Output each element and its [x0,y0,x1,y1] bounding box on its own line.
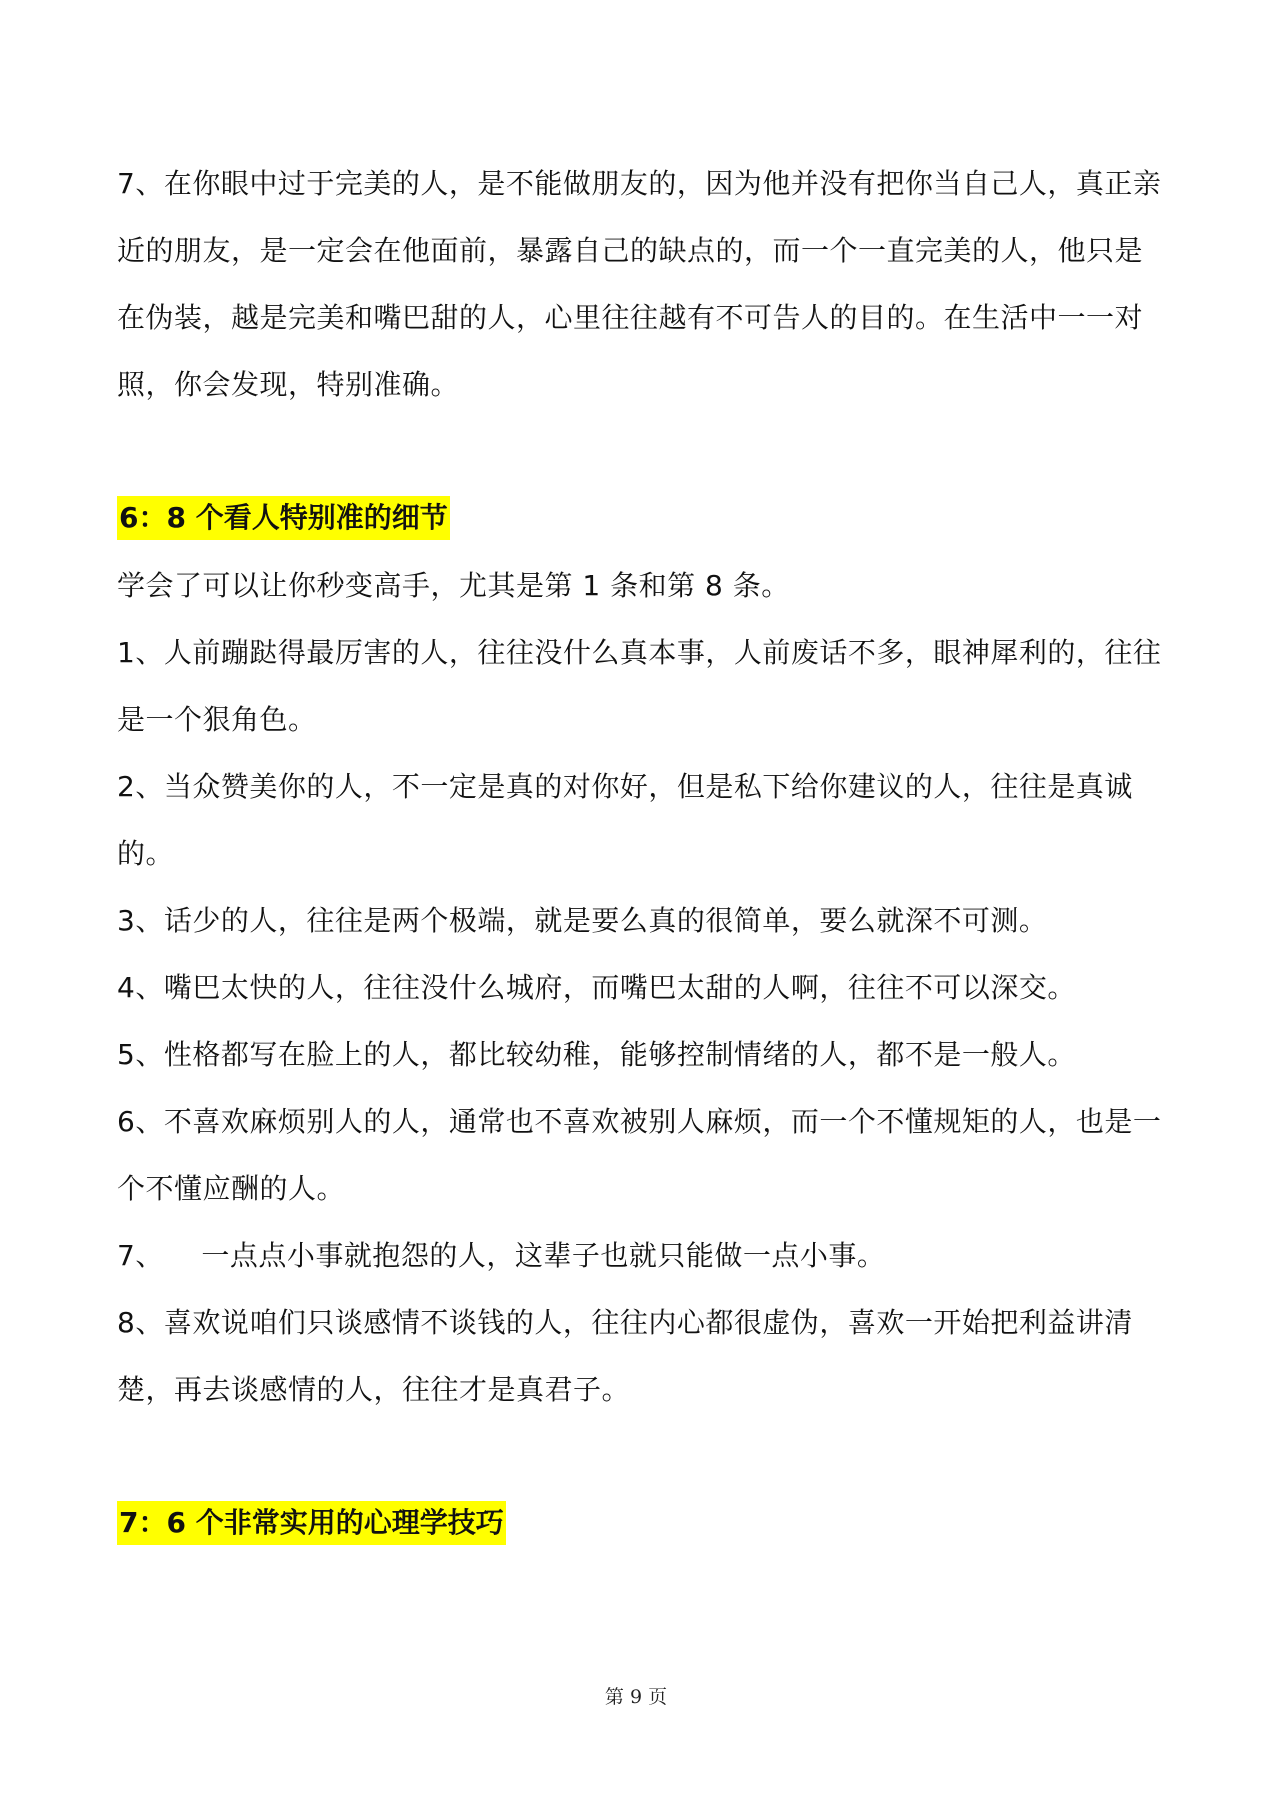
list-item-8: 8、喜欢说咱们只谈感情不谈钱的人，往往内心都很虚伪，喜欢一开始把利益讲清楚，再去谈感情的人，往往才是真君子。 [117,1306,1133,1406]
list-item-6: 6、不喜欢麻烦别人的人，通常也不喜欢被别人麻烦，而一个不懂规矩的人，也是一个不懂应酬的人。 [117,1105,1162,1205]
spacer [117,1423,1167,1490]
section-6-heading-wrap [117,485,1167,552]
section-6-intro: 学会了可以让你秒变高手，尤其是第 1 条和第 8 条。 [117,569,790,602]
list-item-4: 4、嘴巴太快的人，往往没什么城府，而嘴巴太甜的人啊，往往不可以深交。 [117,971,1076,1004]
list-item-1: 1、人前蹦跶得最厉害的人，往往没什么真本事，人前废话不多，眼神犀利的，往往是一个狠角色。 [117,636,1162,736]
spacer [117,418,1167,485]
list-item-5: 5、性格都写在脸上的人，都比较幼稚，能够控制情绪的人，都不是一般人。 [117,1038,1076,1071]
section-6-heading: 6：8 个看人特别准的细节 [117,496,450,540]
list-item-2: 2、当众赞美你的人，不一定是真的对你好，但是私下给你建议的人，往往是真诚的。 [117,770,1133,870]
section-7-heading-wrap [117,1490,1167,1557]
page-number: 第 9 页 [604,1686,668,1708]
list-item-7: 7、 一点点小事就抱怨的人，这辈子也就只能做一点小事。 [117,1239,886,1272]
list-item-3: 3、话少的人，往往是两个极端，就是要么真的很简单，要么就深不可测。 [117,904,1048,937]
section-7-heading: 7：6 个非常实用的心理学技巧 [117,1501,506,1545]
page-content [117,150,1167,1557]
paragraph-item-7-prev: 7、在你眼中过于完美的人，是不能做朋友的，因为他并没有把你当自己人，真正亲近的朋友，是一定会在他面前，暴露自己的缺点的，而一个一直完美的人，他只是在伪装，越是完美和嘴巴甜的人，心里往往越有不可告人的目的。在生活中一一对照，你会发现，特别准确。 [117,167,1162,401]
